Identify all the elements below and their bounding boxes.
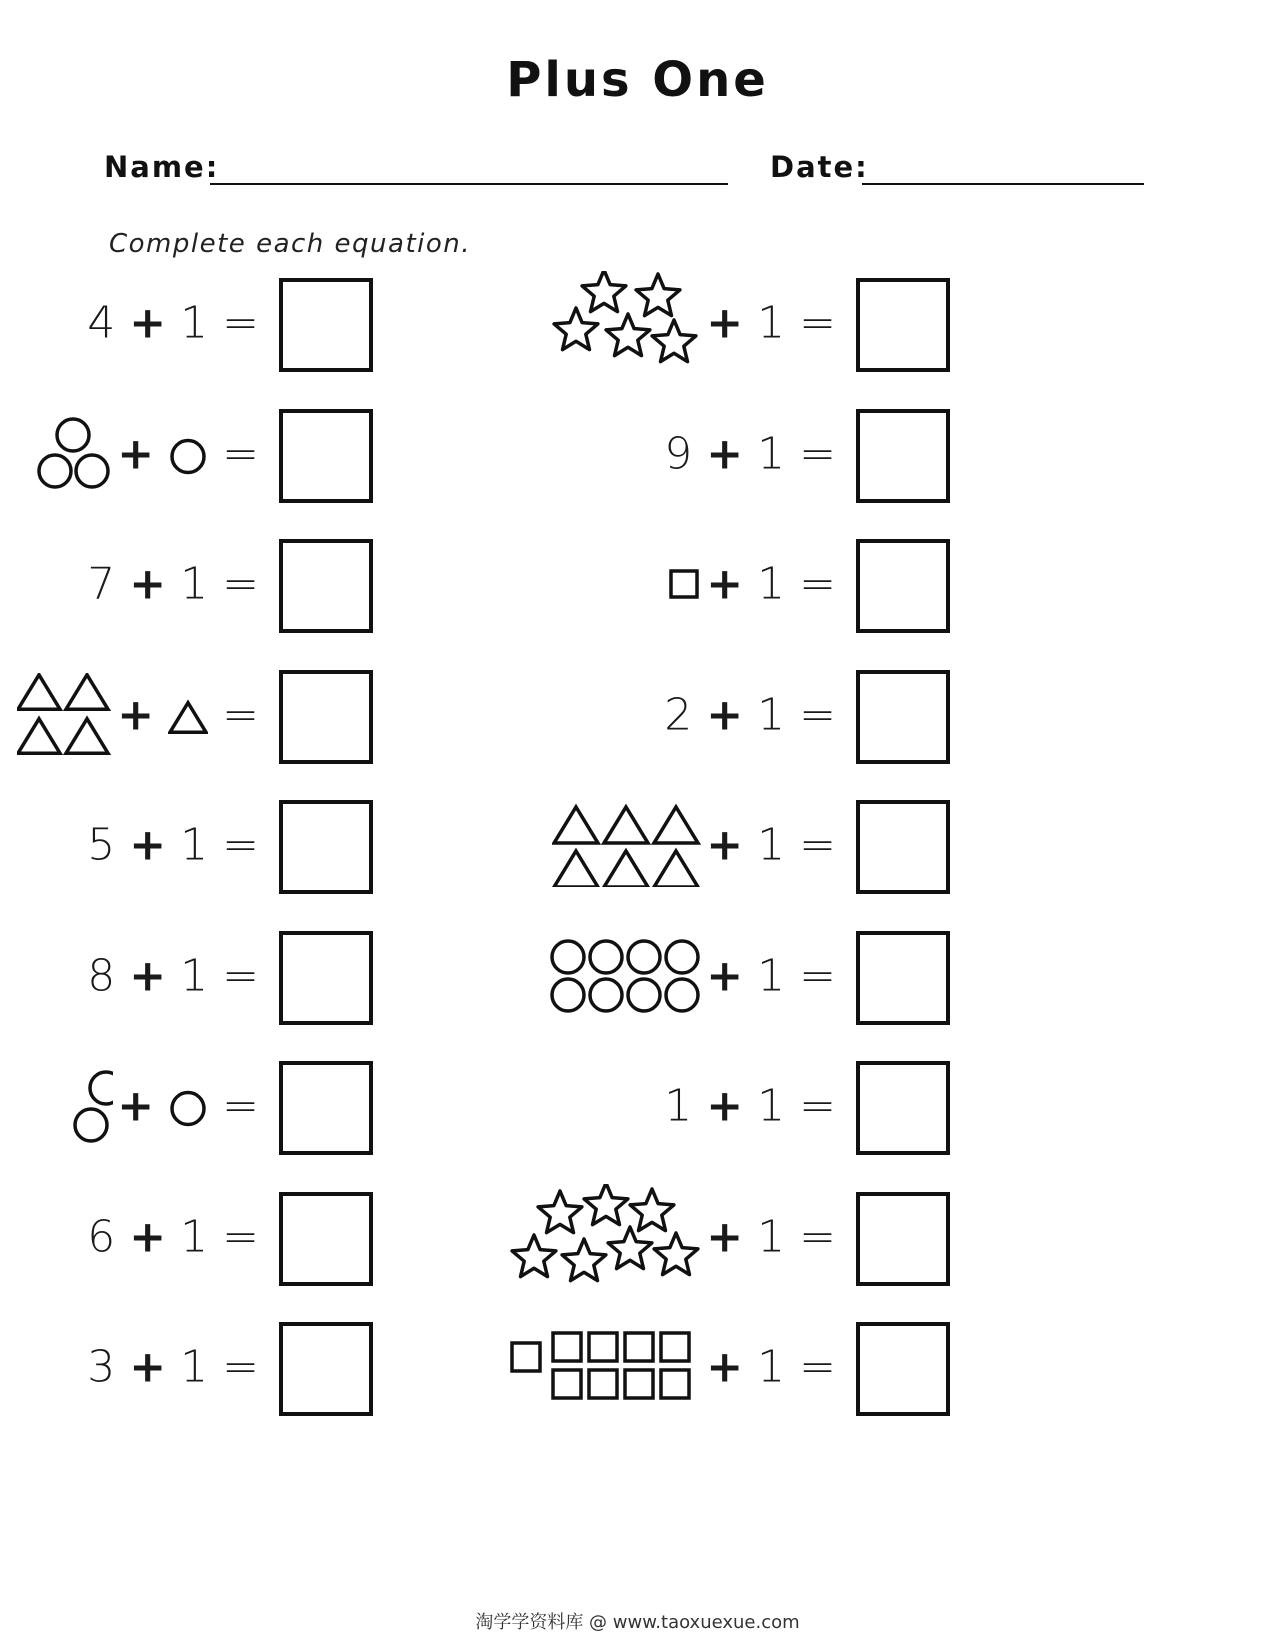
addend-b: 1 (757, 950, 786, 1001)
addend-a-triangle-icon (18, 674, 60, 708)
addend-a-picture (510, 1329, 702, 1405)
addend-b-circle-icon (172, 1093, 204, 1125)
plus-sign: + (129, 558, 167, 610)
equation (706, 1211, 836, 1262)
addend-a-circle-icon (90, 1072, 113, 1104)
addend-a-triangle-icon (66, 674, 108, 708)
name-label: Name: (104, 150, 220, 184)
answer-box[interactable] (856, 539, 950, 633)
addend-a: 6 (87, 1211, 116, 1262)
addend-a-square-icon (589, 1370, 617, 1398)
problem-row (0, 921, 373, 1031)
plus-sign: + (706, 1080, 744, 1132)
addend-b: 1 (757, 1341, 786, 1393)
addend-a-square-icon (661, 1370, 689, 1398)
addend-b: 1 (757, 558, 786, 610)
addend-a: 3 (87, 1341, 116, 1393)
addend-a-circle-icon (552, 941, 584, 973)
equals-sign: = (799, 428, 836, 479)
equation (87, 950, 259, 1001)
problem-row (350, 660, 950, 770)
addend-a-square-icon (553, 1333, 581, 1361)
addend-a-picture (666, 566, 702, 602)
equals-sign: = (222, 297, 259, 349)
addend-a-circle-icon (628, 941, 660, 973)
problem-row (0, 529, 373, 639)
addend-b: 1 (180, 819, 209, 871)
addend-a-circle-icon (76, 455, 108, 487)
plus-sign: + (706, 297, 744, 349)
answer-box[interactable] (856, 409, 950, 503)
addend-a: 9 (664, 428, 693, 479)
plus-sign: + (706, 819, 744, 871)
addend-b-picture (168, 436, 208, 476)
addend-a-star-icon (608, 1227, 652, 1269)
addend-a-group (510, 1184, 702, 1290)
addend-b-picture (168, 697, 208, 737)
addend-a-picture (35, 416, 113, 492)
addend-a-square-icon (671, 571, 697, 597)
addend-a-star-icon (584, 1184, 628, 1225)
addend-a-triangle-icon (554, 807, 598, 843)
addend-a-group (73, 1068, 113, 1144)
addend-a-star-icon (606, 314, 650, 356)
addend-a-group (552, 271, 702, 375)
addend-b: 1 (180, 950, 209, 1001)
equation (87, 298, 259, 349)
problem-row (0, 1182, 373, 1292)
addend-a-star-icon (538, 1191, 582, 1233)
equals-sign: = (799, 1080, 836, 1132)
addend-a-circle-icon (552, 979, 584, 1011)
addend-a-star-icon (636, 274, 680, 316)
addend-a-group (552, 803, 702, 887)
addend-a-group (510, 1329, 702, 1405)
equals-sign: = (799, 689, 836, 740)
plus-sign: + (117, 428, 155, 479)
problem-row (0, 790, 373, 900)
problem-row (0, 1312, 373, 1422)
plus-sign: + (129, 950, 167, 1001)
equation (664, 428, 836, 479)
equation (706, 298, 836, 349)
addend-a-circle-icon (628, 979, 660, 1011)
equation (117, 689, 259, 740)
addend-b: 1 (180, 1341, 209, 1393)
addend-a-group (35, 416, 113, 492)
equation (87, 1211, 259, 1262)
answer-box[interactable] (856, 1192, 950, 1286)
plus-sign: + (129, 297, 167, 349)
addend-a-square-icon (661, 1333, 689, 1361)
addend-a-triangle-icon (604, 851, 648, 887)
addend-a-star-icon (562, 1239, 606, 1281)
equation (87, 559, 259, 610)
plus-sign: + (706, 558, 744, 610)
addend-b: 1 (757, 297, 786, 349)
problem-row (0, 399, 373, 509)
addend-a-triangle-icon (654, 807, 698, 843)
equals-sign: = (222, 819, 259, 871)
addend-a: 4 (87, 297, 116, 349)
addend-a-square-icon (625, 1370, 653, 1398)
date-field[interactable] (862, 183, 1144, 185)
answer-box[interactable] (856, 931, 950, 1025)
addend-a-star-icon (652, 320, 696, 362)
plus-sign: + (117, 1080, 155, 1132)
addend-a-square-icon (553, 1370, 581, 1398)
addend-b: 1 (180, 297, 209, 349)
addend-b-picture (168, 1089, 208, 1129)
addend-a-star-icon (554, 308, 598, 350)
equation (117, 428, 259, 479)
addend-b-triangle-icon (170, 702, 206, 732)
addend-a-picture (548, 937, 702, 1015)
addend-b: 1 (180, 558, 209, 610)
instructions-text: Complete each equation. (109, 229, 472, 259)
addend-a-square-icon (512, 1343, 540, 1371)
equation (87, 1342, 259, 1393)
problem-row (350, 1182, 950, 1292)
problem-row (350, 1312, 950, 1422)
addend-a-square-icon (625, 1333, 653, 1361)
equals-sign: = (799, 950, 836, 1001)
plus-sign: + (706, 689, 744, 740)
equals-sign: = (799, 297, 836, 349)
addend-a-circle-icon (75, 1109, 107, 1141)
equals-sign: = (222, 1341, 259, 1393)
answer-box[interactable] (856, 670, 950, 764)
plus-sign: + (706, 1341, 744, 1393)
problem-row (350, 921, 950, 1031)
equals-sign: = (222, 689, 259, 740)
plus-sign: + (706, 950, 744, 1001)
equals-sign: = (222, 558, 259, 610)
addend-b: 1 (757, 819, 786, 871)
addend-a-circle-icon (57, 419, 89, 451)
worksheet-title: Plus One (506, 52, 769, 108)
addend-a-group (17, 673, 113, 757)
equation (664, 1081, 836, 1132)
footer-watermark: 淘学学资料库 @ www.taoxuexue.com (475, 1612, 800, 1633)
addend-a-picture (73, 1068, 113, 1144)
answer-box[interactable] (856, 1061, 950, 1155)
addend-b: 1 (757, 428, 786, 479)
addend-a-triangle-icon (66, 718, 108, 752)
addend-a-triangle-icon (554, 851, 598, 887)
addend-a-picture (510, 1184, 702, 1290)
addend-a: 1 (664, 1080, 693, 1132)
addend-b: 1 (757, 1211, 786, 1262)
equals-sign: = (799, 558, 836, 610)
addend-a: 8 (87, 950, 116, 1001)
equals-sign: = (222, 428, 259, 479)
addend-a-group (666, 566, 702, 602)
plus-sign: + (129, 819, 167, 871)
equation (117, 1081, 259, 1132)
addend-a-picture (552, 803, 702, 887)
equation (706, 1342, 836, 1393)
equals-sign: = (799, 1211, 836, 1262)
addend-a-star-icon (512, 1235, 556, 1277)
answer-box[interactable] (856, 1322, 950, 1416)
equation (664, 689, 836, 740)
equation (706, 559, 836, 610)
addend-a-triangle-icon (18, 718, 60, 752)
problem-row (0, 1051, 373, 1161)
equals-sign: = (222, 950, 259, 1001)
date-label: Date: (770, 150, 869, 184)
problem-row (0, 660, 373, 770)
equals-sign: = (222, 1211, 259, 1262)
problem-row (0, 268, 373, 378)
addend-a-circle-icon (39, 455, 71, 487)
addend-a-star-icon (654, 1233, 698, 1275)
addend-a: 2 (664, 689, 693, 740)
addend-a: 5 (87, 819, 116, 871)
addend-a-triangle-icon (654, 851, 698, 887)
answer-box[interactable] (856, 278, 950, 372)
addend-a-circle-icon (590, 941, 622, 973)
problem-row (350, 268, 950, 378)
addend-a-square-icon (589, 1333, 617, 1361)
addend-a-picture (552, 271, 702, 375)
plus-sign: + (129, 1211, 167, 1262)
answer-box[interactable] (856, 800, 950, 894)
equals-sign: = (799, 1341, 836, 1393)
equation (87, 820, 259, 871)
addend-a-circle-icon (666, 941, 698, 973)
problem-row (350, 529, 950, 639)
equation (706, 820, 836, 871)
problem-row (350, 790, 950, 900)
addend-a-triangle-icon (604, 807, 648, 843)
addend-a-circle-icon (666, 979, 698, 1011)
addend-b: 1 (757, 1080, 786, 1132)
plus-sign: + (706, 428, 744, 479)
addend-b-circle-icon (172, 440, 204, 472)
addend-b: 1 (180, 1211, 209, 1262)
addend-a: 7 (87, 558, 116, 610)
addend-a-star-icon (630, 1189, 674, 1231)
addend-a-circle-icon (590, 979, 622, 1011)
addend-a-group (548, 937, 702, 1015)
problem-row (350, 399, 950, 509)
plus-sign: + (117, 689, 155, 740)
problem-row (350, 1051, 950, 1161)
addend-a-star-icon (582, 271, 626, 312)
name-field[interactable] (210, 183, 728, 185)
equals-sign: = (222, 1080, 259, 1132)
plus-sign: + (706, 1211, 744, 1262)
addend-a-picture (17, 673, 113, 757)
addend-b: 1 (757, 689, 786, 740)
equals-sign: = (799, 819, 836, 871)
plus-sign: + (129, 1341, 167, 1393)
equation (706, 950, 836, 1001)
